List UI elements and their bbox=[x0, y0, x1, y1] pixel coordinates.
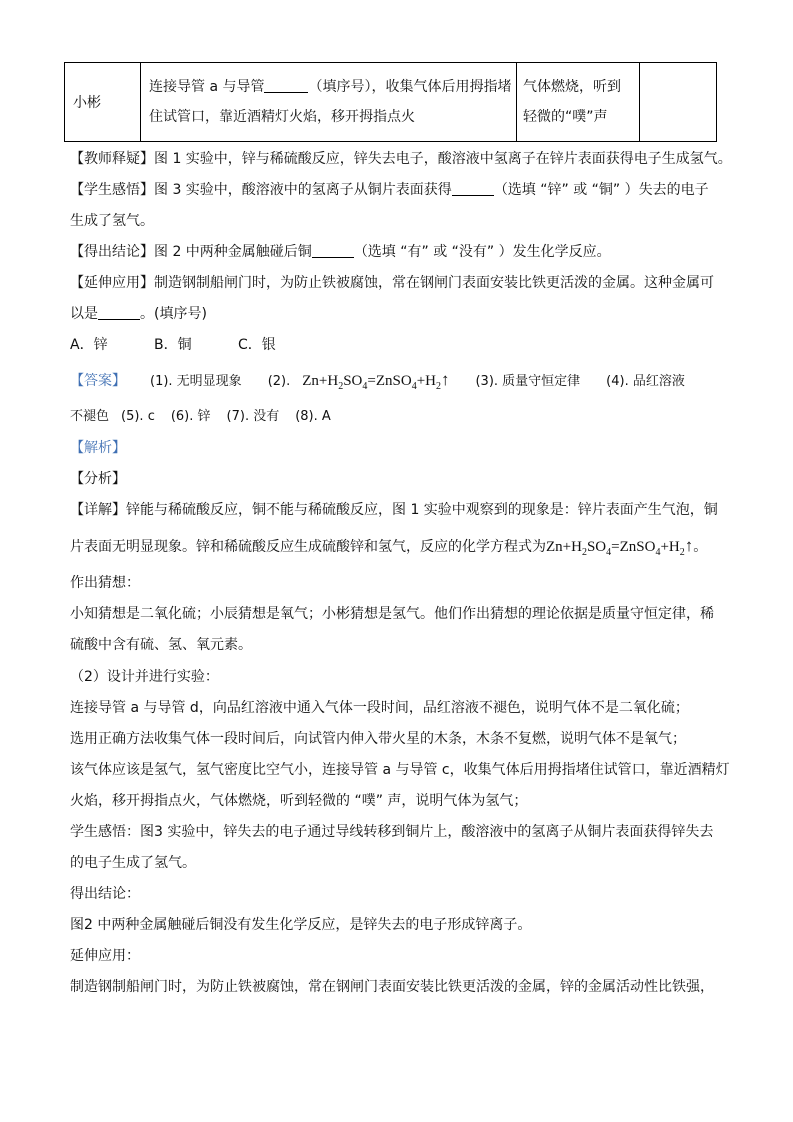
ext-title: 延伸应用： bbox=[70, 948, 140, 964]
detail-equation bbox=[546, 536, 694, 558]
design-line-3: 该气体应该是氢气，氢气密度比空气小，连接导管 a 与导管 c，收集气体后用拇指堵住试管口，靠近酒精灯 bbox=[70, 762, 730, 778]
answer-7: (7). 没有 bbox=[226, 409, 280, 424]
option-a: A．锌 bbox=[70, 337, 108, 353]
extension-line-2 bbox=[70, 304, 207, 324]
answer-label: 【答案】 bbox=[70, 373, 126, 389]
eq-sub: 2 bbox=[679, 547, 685, 558]
eq-sub: 4 bbox=[411, 381, 417, 392]
options-line bbox=[70, 335, 276, 355]
answer-2-prefix: (2). bbox=[267, 374, 291, 389]
student-name-cell bbox=[65, 63, 141, 142]
concl-title: 得出结论： bbox=[70, 886, 140, 902]
option-b: B．铜 bbox=[154, 337, 192, 353]
design-title: （2）设计并进行实验： bbox=[70, 669, 219, 685]
ext-line-1: 制造钢制船闸门时，为防止铁被腐蚀，常在钢闸门表面安装比铁更活泼的金属，锌的金属活动性比铁强， bbox=[70, 979, 714, 995]
eq-sub: 4 bbox=[655, 547, 661, 558]
answer-2-equation bbox=[302, 370, 450, 392]
option-c: C．银 bbox=[238, 337, 276, 353]
answer-8: (8). A bbox=[295, 409, 331, 424]
answer-4: (4). 品红溶液 bbox=[606, 374, 685, 389]
eq-part: SO bbox=[343, 373, 363, 389]
feel-line-1: 学生感悟：图3 实验中，锌失去的电子通过导线转移到铜片上，酸溶液中的氢离子从铜片表面获得锌失去 bbox=[70, 824, 714, 840]
answer-6: (6). 锌 bbox=[170, 409, 211, 424]
eq-part: +H bbox=[660, 539, 680, 555]
eq-sub: 4 bbox=[362, 381, 368, 392]
concl-line-1: 图2 中两种金属触碰后铜没有发生化学反应，是锌失去的电子形成锌离子。 bbox=[70, 917, 532, 933]
extension-line-1: 【延伸应用】制造钢制船闸门时，为防止铁被腐蚀，常在钢闸门表面安装比铁更活泼的金属。这种金属可 bbox=[70, 275, 714, 291]
eq-sub: 2 bbox=[338, 381, 344, 392]
phenomenon-line-1: 气体燃烧，听到 bbox=[523, 79, 621, 95]
extension-text-b: 。(填序号) bbox=[140, 306, 207, 322]
fill-blank[interactable] bbox=[98, 305, 140, 320]
guess-title: 作出猜想： bbox=[70, 575, 140, 591]
design-line-1: 连接导管 a 与导管 d，向品红溶液中通入气体一段时间，品红溶液不褪色，说明气体不是二氧化硫； bbox=[70, 700, 689, 716]
up-arrow-icon: ↑ bbox=[440, 370, 450, 389]
operation-cell bbox=[141, 63, 517, 142]
teacher-explanation: 【教师释疑】图 1 实验中，锌与稀硫酸反应，锌失去电子，酸溶液中氢离子在锌片表面获得电子生成氢气。 bbox=[70, 151, 732, 167]
detail-line-2: 片表面无明显现象。锌和稀硫酸反应生成硫酸锌和氢气，反应的化学方程式为$Zn+H_2SO_4=ZnSO_4+H_2↑$。 bbox=[70, 536, 708, 558]
student-insight-line-1 bbox=[70, 180, 709, 200]
eq-part: SO bbox=[586, 539, 607, 555]
fenxi-label: 【分析】 bbox=[70, 471, 126, 487]
operation-text-b: （填序号），收集气体后用拇指堵 bbox=[308, 79, 512, 95]
analysis-label: 【解析】 bbox=[70, 440, 126, 456]
phenomenon-line-2: 轻微的“噗”声 bbox=[523, 109, 608, 125]
eq-sub: 2 bbox=[435, 381, 441, 392]
phenomenon-cell bbox=[517, 63, 640, 142]
design-line-4: 火焰，移开拇指点火，气体燃烧，听到轻微的 “噗” 声，说明气体为氢气； bbox=[70, 793, 528, 809]
up-arrow-icon: ↑ bbox=[684, 536, 694, 555]
operation-text-a: 连接导管 a 与导管 bbox=[149, 79, 265, 95]
table-row bbox=[65, 63, 717, 142]
extension-text-a: 以是 bbox=[70, 306, 98, 322]
answer-line bbox=[70, 370, 685, 392]
answer-5: (5). c bbox=[121, 409, 155, 424]
student-insight-text-a: 【学生感悟】图 3 实验中，酸溶液中的氢离子从铜片表面获得 bbox=[70, 182, 452, 198]
answer-4-cont: 不褪色 bbox=[70, 409, 110, 424]
eq-part: Zn+H bbox=[546, 539, 582, 555]
guess-line-2: 硫酸中含有硫、氢、氧元素。 bbox=[70, 637, 252, 653]
eq-part: =ZnSO bbox=[367, 373, 412, 389]
conclusion-line bbox=[70, 242, 611, 262]
feel-line-2: 的电子生成了氢气。 bbox=[70, 855, 196, 871]
operation-line-2: 住试管口，靠近酒精灯火焰，移开拇指点火 bbox=[149, 109, 415, 125]
student-insight-text-b: （选填 “锌” 或 “铜” ）失去的电子 bbox=[493, 182, 709, 198]
guess-line-1: 小知猜想是二氧化硫；小辰猜想是氧气；小彬猜想是氢气。他们作出猜想的理论依据是质量守恒定律，稀 bbox=[70, 606, 714, 622]
fill-blank[interactable] bbox=[312, 243, 354, 258]
answer-line-2 bbox=[70, 407, 331, 427]
eq-sub: 2 bbox=[581, 547, 587, 558]
student-name: 小彬 bbox=[73, 95, 101, 111]
answer-1: (1). 无明显现象 bbox=[150, 374, 242, 389]
eq-sub: 4 bbox=[606, 547, 612, 558]
design-line-2: 选用正确方法收集气体一段时间后，向试管内伸入带火星的木条，木条不复燃，说明气体不是氧气； bbox=[70, 731, 686, 747]
detail-line-1: 【详解】锌能与稀硫酸反应，铜不能与稀硫酸反应，图 1 实验中观察到的现象是：锌片表面产生气泡，铜 bbox=[70, 502, 718, 518]
experiment-table bbox=[64, 62, 717, 142]
conclusion-text-a: 【得出结论】图 2 中两种金属触碰后铜 bbox=[70, 244, 312, 260]
conclusion-cell bbox=[640, 63, 717, 142]
eq-part: =ZnSO bbox=[611, 539, 656, 555]
detail-text: 片表面无明显现象。锌和稀硫酸反应生成硫酸锌和氢气，反应的化学方程式为 bbox=[70, 539, 546, 555]
conclusion-text-b: （选填 “有” 或 “没有” ）发生化学反应。 bbox=[353, 244, 611, 260]
eq-part: +H bbox=[416, 373, 436, 389]
eq-part: Zn+H bbox=[302, 373, 339, 389]
answer-3: (3). 质量守恒定律 bbox=[475, 374, 581, 389]
fill-blank[interactable] bbox=[264, 78, 308, 93]
fill-blank[interactable] bbox=[452, 181, 494, 196]
student-insight-line-2: 生成了氢气。 bbox=[70, 213, 154, 229]
operation-line-1 bbox=[149, 72, 516, 102]
